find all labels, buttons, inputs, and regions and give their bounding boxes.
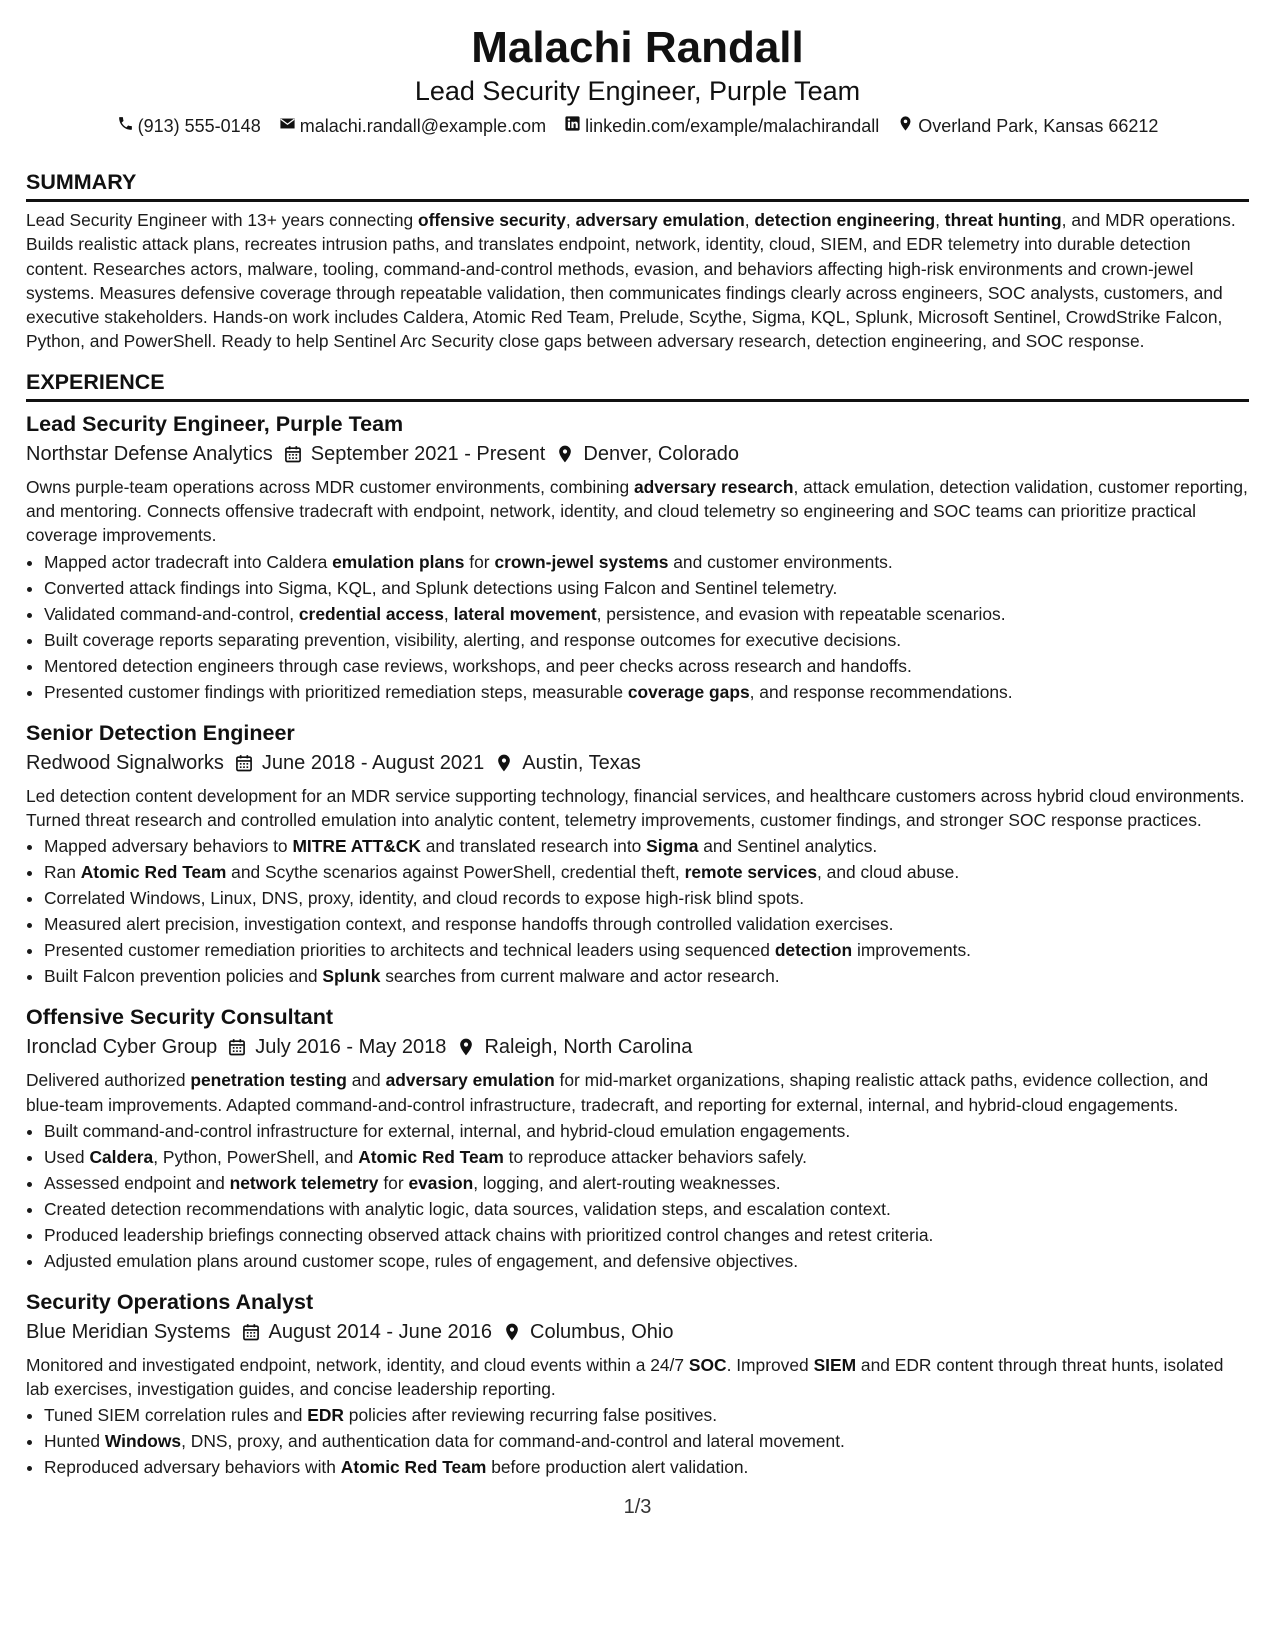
emphasis-text: adversary research bbox=[633, 476, 794, 497]
text-run: , bbox=[744, 210, 755, 230]
linkedin-text: linkedin.com/example/malachirandall bbox=[585, 116, 880, 136]
job-location: Denver, Colorado bbox=[583, 442, 740, 465]
bullet-item bbox=[44, 1196, 1249, 1222]
page-number: 1/3 bbox=[623, 1496, 652, 1518]
text-run: Correlated Windows, Linux, DNS, proxy, identity, and cloud records to expose high-risk blind spots. bbox=[44, 888, 805, 909]
bullet-item bbox=[44, 653, 1249, 679]
text-run: , and cloud abuse. bbox=[817, 862, 960, 883]
emphasis-text: EDR bbox=[307, 1405, 344, 1426]
text-run: and Scythe scenarios against PowerShell, credential theft, bbox=[226, 862, 685, 883]
job-dates: September 2021 - Present bbox=[310, 442, 546, 465]
text-run: Built Falcon prevention policies and bbox=[44, 966, 323, 987]
text-run: and Sentinel analytics. bbox=[698, 836, 878, 857]
summary-heading: SUMMARY bbox=[26, 168, 1249, 202]
bullet-item bbox=[44, 1454, 1249, 1480]
emphasis-text: Caldera bbox=[89, 1146, 154, 1167]
text-run: and bbox=[346, 1070, 386, 1091]
text-run: Tuned SIEM correlation rules and bbox=[44, 1405, 308, 1426]
emphasis-text: crown-jewel systems bbox=[494, 551, 669, 572]
text-run: for bbox=[464, 551, 495, 572]
emphasis-text: emulation plans bbox=[332, 551, 465, 572]
text-run: and translated research into bbox=[420, 836, 647, 857]
experience-list bbox=[26, 410, 1249, 1481]
bullet-item bbox=[44, 601, 1249, 627]
text-run: Converted attack findings into Sigma, KQL, and Splunk detections using Falcon and Sentinel telemetry. bbox=[44, 577, 838, 598]
emphasis-text: coverage gaps bbox=[627, 681, 750, 702]
text-run: , and response recommendations. bbox=[749, 681, 1013, 702]
text-run: , and MDR operations. Builds realistic attack plans, recreates intrusion paths, and translates endpoint, network, identity, cloud, SIEM, and EDR telemetry into durable detection content. Researches actors, malware, tooling, command-and-control methods, evasion, and behaviors affecting high-risk environments and crown-jewel systems. Measures defensive coverage through repeatable validation, then communicates findings clearly across engineers, SOC analysts, customers, and executive stakeholders. Hands-on work includes Caldera, Atomic Red Team, Prelude, Scythe, Sigma, KQL, Splunk, Microsoft Sentinel, CrowdStrike Falcon, Python, and PowerShell. Ready to help Sentinel Arc Security close gaps between adversary research, detection engineering, and SOC response. bbox=[26, 210, 1236, 352]
bullet-item bbox=[44, 549, 1249, 575]
email-icon bbox=[279, 114, 296, 138]
bullet-item bbox=[44, 575, 1249, 601]
bullet-item bbox=[44, 859, 1249, 885]
job-description bbox=[26, 1068, 1249, 1117]
text-run: Owns purple-team operations across MDR customer environments, combining bbox=[26, 476, 634, 497]
text-run: Built coverage reports separating prevention, visibility, alerting, and response outcomes for executive decisions. bbox=[44, 629, 902, 650]
text-run: Created detection recommendations with analytic logic, data sources, validation steps, and escalation context. bbox=[44, 1198, 891, 1219]
job-meta bbox=[26, 439, 1249, 469]
emphasis-text: adversary emulation bbox=[385, 1070, 555, 1091]
bullet-item bbox=[44, 833, 1249, 859]
emphasis-text: offensive security bbox=[418, 210, 566, 230]
calendar-icon bbox=[283, 444, 303, 464]
text-run: . Improved bbox=[726, 1354, 814, 1375]
contact-email[interactable] bbox=[279, 114, 546, 138]
bullet-item bbox=[44, 885, 1249, 911]
emphasis-text: adversary emulation bbox=[575, 210, 745, 230]
text-run: , bbox=[935, 210, 945, 230]
text-run: policies after reviewing recurring false positives. bbox=[343, 1405, 718, 1426]
bullet-item bbox=[44, 1222, 1249, 1248]
text-run: Assessed endpoint and bbox=[44, 1172, 230, 1193]
calendar-icon bbox=[227, 1037, 247, 1057]
text-run: and customer environments. bbox=[668, 551, 893, 572]
text-run: searches from current malware and actor research. bbox=[380, 966, 780, 987]
emphasis-text: evasion bbox=[408, 1172, 474, 1193]
text-run: Ran bbox=[44, 862, 81, 883]
location-pin-icon bbox=[456, 1037, 476, 1057]
location-pin-icon bbox=[494, 753, 514, 773]
text-run: Presented customer findings with prioritized remediation steps, measurable bbox=[44, 681, 628, 702]
text-run: Mapped actor tradecraft into Caldera bbox=[44, 551, 333, 572]
emphasis-text: SIEM bbox=[813, 1354, 857, 1375]
emphasis-text: Atomic Red Team bbox=[358, 1146, 504, 1167]
job-meta bbox=[26, 748, 1249, 778]
summary-text bbox=[26, 208, 1249, 354]
job-title: Offensive Security Consultant bbox=[26, 1005, 334, 1030]
phone-text: (913) 555-0148 bbox=[137, 116, 261, 136]
emphasis-text: penetration testing bbox=[190, 1070, 347, 1091]
text-run: Hunted bbox=[44, 1431, 105, 1452]
emphasis-text: Splunk bbox=[322, 966, 381, 987]
location-pin-icon bbox=[502, 1322, 522, 1342]
bullet-item bbox=[44, 627, 1249, 653]
location-text: Overland Park, Kansas 66212 bbox=[918, 116, 1159, 136]
text-run: Lead Security Engineer with 13+ years connecting bbox=[26, 210, 419, 230]
emphasis-text: lateral movement bbox=[453, 603, 597, 624]
job-bullets bbox=[26, 549, 1249, 705]
job-description bbox=[26, 1353, 1249, 1402]
bullet-item bbox=[44, 1144, 1249, 1170]
job-entry bbox=[26, 1288, 1249, 1481]
job-company: Ironclad Cyber Group bbox=[26, 1036, 218, 1059]
text-run: Validated command-and-control, bbox=[44, 603, 299, 624]
emphasis-text: network telemetry bbox=[229, 1172, 379, 1193]
job-dates: August 2014 - June 2016 bbox=[268, 1320, 493, 1343]
bullet-item bbox=[44, 1170, 1249, 1196]
text-run: Used bbox=[44, 1146, 90, 1167]
phone-icon bbox=[117, 114, 134, 138]
text-run: Measured alert precision, investigation context, and response handoffs through controlled validation exercises. bbox=[44, 914, 894, 935]
text-run: Led detection content development for an MDR service supporting technology, financial services, and healthcare customers across hybrid cloud environments. Turned threat research and controlled emulation into analytic content, telemetry improvements, customer findings, and stronger SOC response practices. bbox=[26, 785, 1245, 830]
job-title: Security Operations Analyst bbox=[26, 1289, 314, 1314]
text-run: for bbox=[378, 1172, 409, 1193]
emphasis-text: detection engineering bbox=[754, 210, 936, 230]
experience-heading: EXPERIENCE bbox=[26, 368, 1249, 402]
emphasis-text: Atomic Red Team bbox=[80, 862, 227, 883]
job-company: Blue Meridian Systems bbox=[26, 1320, 231, 1343]
bullet-item bbox=[44, 937, 1249, 963]
location-pin-icon bbox=[897, 114, 914, 138]
bullet-item bbox=[44, 911, 1249, 937]
job-description bbox=[26, 784, 1249, 833]
emphasis-text: Sigma bbox=[646, 836, 699, 857]
text-run: , bbox=[565, 210, 576, 230]
emphasis-text: Windows bbox=[104, 1431, 182, 1452]
contact-location bbox=[897, 114, 1158, 138]
text-run: , DNS, proxy, and authentication data for command-and-control and lateral movement. bbox=[181, 1431, 845, 1452]
job-location: Austin, Texas bbox=[522, 751, 641, 774]
calendar-icon bbox=[241, 1322, 261, 1342]
emphasis-text: detection bbox=[774, 940, 853, 961]
resume-page bbox=[26, 22, 1249, 1480]
text-run: improvements. bbox=[852, 940, 971, 961]
job-bullets bbox=[26, 833, 1249, 989]
job-entry bbox=[26, 410, 1249, 705]
text-run: , Python, PowerShell, and bbox=[153, 1146, 359, 1167]
linkedin-icon bbox=[564, 114, 581, 138]
emphasis-text: SOC bbox=[688, 1354, 727, 1375]
candidate-title: Lead Security Engineer, Purple Team bbox=[414, 76, 861, 106]
job-company: Redwood Signalworks bbox=[26, 751, 224, 774]
emphasis-text: credential access bbox=[298, 603, 444, 624]
bullet-item bbox=[44, 1428, 1249, 1454]
text-run: Presented customer remediation priorities to architects and technical leaders using sequenced bbox=[44, 940, 775, 961]
text-run: before production alert validation. bbox=[486, 1457, 749, 1478]
bullet-item bbox=[44, 679, 1249, 705]
job-company: Northstar Defense Analytics bbox=[26, 442, 273, 465]
text-run: for mid-market organizations, shaping realistic attack paths, evidence collection, and blue-team improvements. Adapted command-and-control infrastructure, tradecraft, and reporting for external, internal, and hybrid-cloud engagements. bbox=[26, 1070, 1209, 1115]
emphasis-text: threat hunting bbox=[944, 210, 1062, 230]
text-run: , logging, and alert-routing weaknesses. bbox=[473, 1172, 781, 1193]
text-run: Adjusted emulation plans around customer scope, rules of engagement, and defensive objectives. bbox=[44, 1250, 799, 1271]
text-run: , attack emulation, detection validation, customer reporting, and mentoring. Connects offensive tradecraft with endpoint, network, identity, and cloud telemetry so engineering and SOC teams can prioritize practical coverage improvements. bbox=[26, 476, 1248, 546]
bullet-item bbox=[44, 963, 1249, 989]
bullet-item bbox=[44, 1402, 1249, 1428]
text-run: and EDR content through threat hunts, isolated lab exercises, investigation guides, and concise leadership reporting. bbox=[26, 1354, 1224, 1400]
email-text: malachi.randall@example.com bbox=[299, 116, 547, 136]
calendar-icon bbox=[234, 753, 254, 773]
job-meta bbox=[26, 1032, 1249, 1062]
text-run: , persistence, and evasion with repeatable scenarios. bbox=[596, 603, 1006, 624]
contact-phone[interactable] bbox=[117, 114, 261, 138]
job-description bbox=[26, 475, 1249, 548]
job-dates: June 2018 - August 2021 bbox=[261, 751, 485, 774]
text-run: Mentored detection engineers through case reviews, workshops, and peer checks across research and handoffs. bbox=[44, 655, 912, 676]
job-entry bbox=[26, 1003, 1249, 1274]
job-entry bbox=[26, 719, 1249, 990]
job-title: Lead Security Engineer, Purple Team bbox=[26, 411, 404, 436]
text-run: to reproduce attacker behaviors safely. bbox=[503, 1146, 808, 1167]
emphasis-text: MITRE ATT&CK bbox=[292, 836, 421, 857]
emphasis-text: remote services bbox=[684, 862, 818, 883]
job-meta bbox=[26, 1317, 1249, 1347]
emphasis-text: Atomic Red Team bbox=[340, 1457, 487, 1478]
job-bullets bbox=[26, 1402, 1249, 1480]
job-location: Raleigh, North Carolina bbox=[484, 1036, 693, 1059]
text-run: , bbox=[443, 603, 454, 624]
job-dates: July 2016 - May 2018 bbox=[255, 1036, 447, 1059]
bullet-item bbox=[44, 1248, 1249, 1274]
job-title: Senior Detection Engineer bbox=[26, 720, 295, 745]
text-run: Mapped adversary behaviors to bbox=[44, 836, 293, 857]
text-run: Reproduced adversary behaviors with bbox=[44, 1457, 341, 1478]
bullet-item bbox=[44, 1118, 1249, 1144]
location-pin-icon bbox=[555, 444, 575, 464]
text-run: Delivered authorized bbox=[26, 1070, 191, 1091]
job-location: Columbus, Ohio bbox=[530, 1320, 674, 1343]
contact-linkedin[interactable] bbox=[564, 114, 879, 138]
contact-bar bbox=[26, 114, 1249, 138]
job-bullets bbox=[26, 1118, 1249, 1274]
candidate-name: Malachi Randall bbox=[471, 23, 804, 72]
text-run: Monitored and investigated endpoint, network, identity, and cloud events within a 24/7 bbox=[26, 1354, 689, 1375]
text-run: Built command-and-control infrastructure for external, internal, and hybrid-cloud emulation engagements. bbox=[44, 1120, 851, 1141]
text-run: Produced leadership briefings connecting observed attack chains with prioritized control changes and retest criteria. bbox=[44, 1224, 934, 1245]
